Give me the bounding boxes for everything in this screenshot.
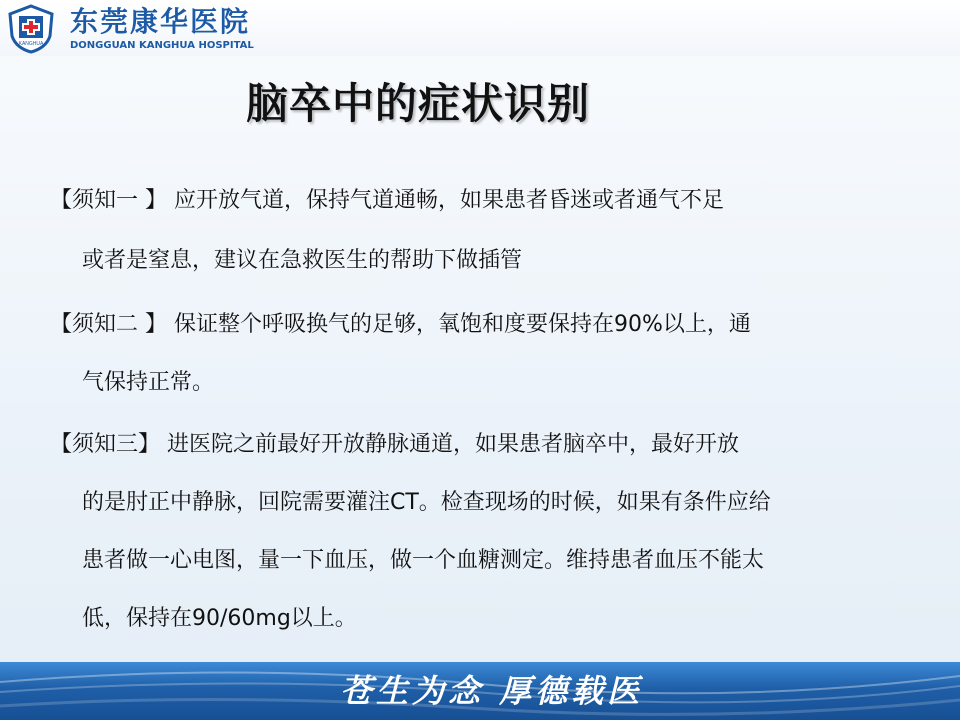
item-2-line-1: 【须知二 】 保证整个呼吸换气的足够，氧饱和度要保持在90%以上，通: [50, 312, 751, 337]
item-3-line-4: 低，保持在90/60mg以上。: [82, 606, 357, 631]
item-1-line-2: 或者是窒息，建议在急救医生的帮助下做插管: [82, 248, 523, 273]
hospital-name-en: DONGGUAN KANGHUA HOSPITAL: [70, 40, 254, 51]
item-3-line-3: 患者做一心电图，量一下血压，做一个血糖测定。维持患者血压不能太: [82, 548, 765, 573]
cross-shield-logo-icon: [6, 4, 56, 54]
slide-title: 脑卒中的症状识别: [246, 79, 591, 128]
item-1-line-1: 【须知一 】 应开放气道，保持气道通畅，如果患者昏迷或者通气不足: [50, 188, 724, 213]
slide-footer: [0, 662, 960, 720]
svg-text:KANGHUA: KANGHUA: [18, 41, 44, 47]
item-3-line-2: 的是肘正中静脉，回院需要灌注CT。检查现场的时候，如果有条件应给: [82, 490, 771, 515]
item-2-line-2: 气保持正常。: [82, 370, 215, 395]
slide-header: [0, 0, 960, 56]
footer-slogan: 苍生为念 厚德载医: [340, 672, 644, 710]
hospital-name: 东莞康华医院: [70, 5, 251, 38]
item-3-line-1: 【须知三】 进医院之前最好开放静脉通道，如果患者脑卒中，最好开放: [50, 432, 739, 457]
